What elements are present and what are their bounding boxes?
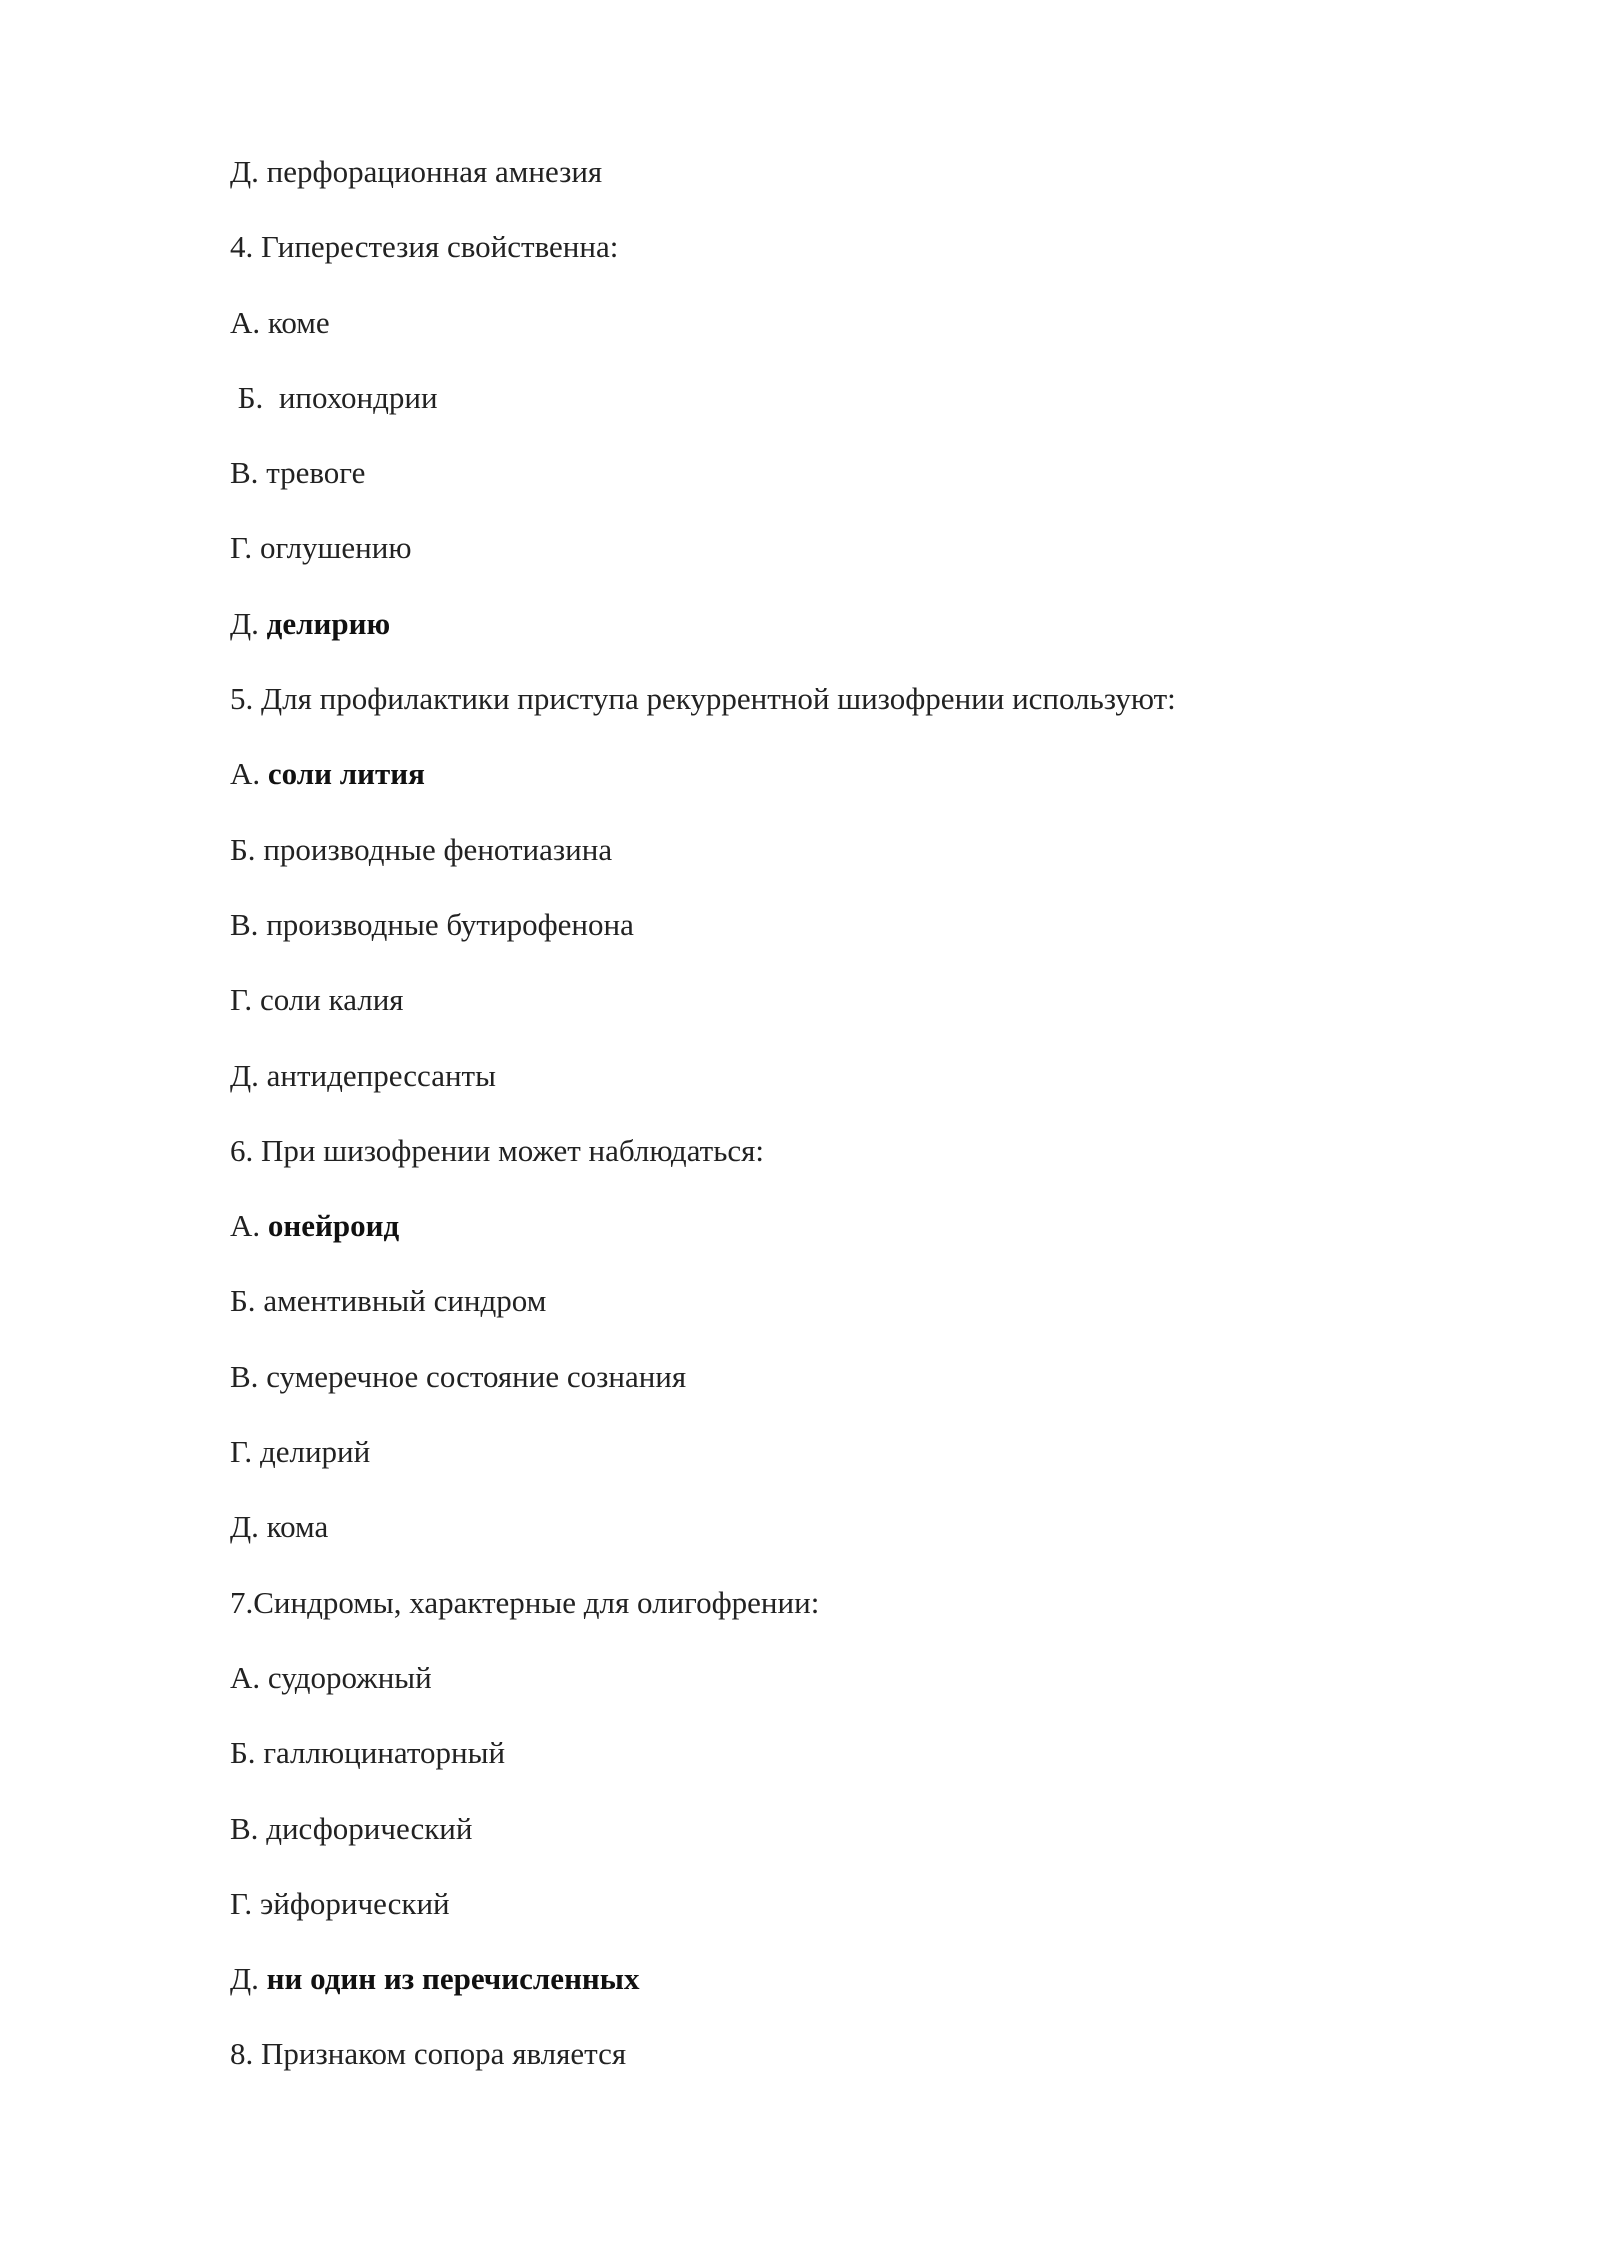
answer-option (230, 1430, 1430, 1505)
option-letter: В. (230, 1358, 267, 1394)
option-text: производные фенотиазина (263, 831, 613, 867)
question-text (230, 225, 1430, 300)
question-label: 6. При шизофрении может наблюдаться: (230, 1132, 764, 1168)
option-letter: А. (230, 1659, 268, 1695)
answer-option (230, 602, 1430, 677)
option-text: соли калия (259, 982, 404, 1018)
option-letter: В. (230, 455, 267, 491)
option-letter: Б. (230, 831, 264, 867)
answer-option (230, 451, 1430, 526)
option-letter: Б. (230, 379, 279, 415)
option-text: кома (266, 1509, 329, 1545)
answer-option (230, 1054, 1430, 1129)
answer-option (230, 1807, 1430, 1882)
option-text: эйфорический (259, 1885, 450, 1921)
option-text: аментивный синдром (263, 1283, 547, 1319)
option-text: перфорационная амнезия (266, 154, 603, 189)
option-text: делирий (259, 1434, 371, 1470)
question-label: 4. Гиперестезия свойственна: (230, 229, 619, 265)
answer-option (230, 1355, 1430, 1430)
option-letter: Г. (230, 982, 260, 1018)
question-text (230, 2032, 1430, 2107)
option-letter: Б. (230, 1283, 264, 1319)
option-text: коме (267, 304, 330, 340)
answer-option (230, 526, 1430, 601)
option-letter: В. (230, 906, 267, 942)
option-letter: Д. (230, 1961, 267, 1997)
answer-option (230, 752, 1430, 827)
option-text: оглушению (259, 530, 412, 566)
question-text (230, 1581, 1430, 1656)
option-text: ипохондрии (278, 379, 438, 415)
answer-option (230, 301, 1430, 376)
answer-option (230, 1731, 1430, 1806)
option-text: производные бутирофенона (266, 906, 634, 942)
option-letter: Д. (230, 1509, 267, 1545)
question-label: 8. Признаком сопора является (230, 2036, 627, 2072)
answer-option (230, 376, 1430, 451)
option-text: судорожный (267, 1659, 432, 1695)
answer-option (230, 1204, 1430, 1279)
answer-option (230, 1505, 1430, 1580)
option-letter: Д. (230, 605, 267, 641)
option-text: галлюцинаторный (263, 1735, 506, 1771)
option-text: сумеречное состояние сознания (266, 1358, 687, 1394)
option-letter: А. (230, 756, 268, 792)
question-text (230, 677, 1430, 752)
option-letter: Г. (230, 1885, 260, 1921)
answer-option (230, 1279, 1430, 1354)
option-letter: Д. (230, 154, 267, 189)
option-letter: Г. (230, 1434, 260, 1470)
option-text: дисфорический (266, 1810, 473, 1846)
option-text: тревоге (266, 455, 366, 491)
question-label: 5. Для профилактики приступа рекуррентной шизофрении используют: (230, 681, 1176, 717)
option-letter: Б. (230, 1735, 264, 1771)
correct-answer-text: соли лития (267, 756, 425, 792)
answer-option (230, 828, 1430, 903)
correct-answer-text: ни один из перечисленных (266, 1961, 640, 1997)
answer-option (230, 1957, 1430, 2032)
option-letter: В. (230, 1810, 267, 1846)
option-letter: А. (230, 304, 268, 340)
answer-option (230, 1656, 1430, 1731)
question-text (230, 1129, 1430, 1204)
answer-option (230, 903, 1430, 978)
question-label: 7.Синдромы, характерные для олигофрении: (230, 1584, 820, 1620)
option-letter: Г. (230, 530, 260, 566)
option-letter: Д. (230, 1057, 267, 1093)
correct-answer-text: делирию (266, 605, 391, 641)
option-text: антидепрессанты (266, 1057, 496, 1093)
correct-answer-text: онейроид (267, 1208, 400, 1244)
question-list (230, 150, 1430, 2108)
option-letter: А. (230, 1208, 268, 1244)
answer-option (230, 1882, 1430, 1957)
answer-option (230, 978, 1430, 1053)
answer-option (230, 150, 1430, 225)
